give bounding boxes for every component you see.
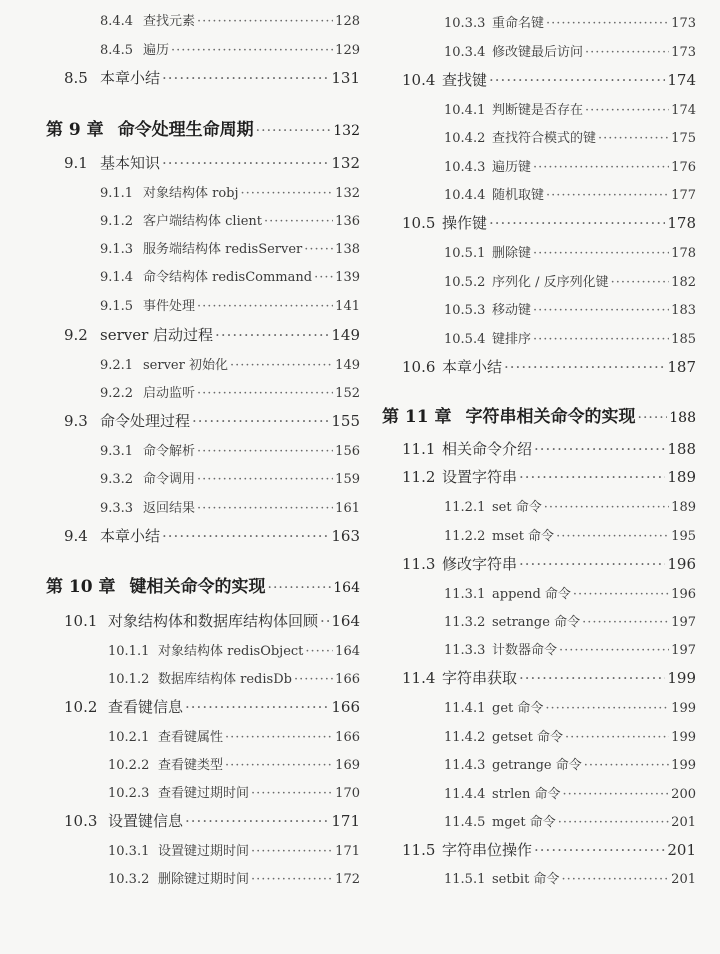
section-number: 11.3.3 xyxy=(444,643,486,658)
page-number: 159 xyxy=(335,472,360,487)
section-number: 11.3.2 xyxy=(444,615,486,630)
section-title: 对象结构体 robj xyxy=(143,186,239,201)
page-number: 169 xyxy=(335,758,360,773)
section-number: 9.1.2 xyxy=(100,214,134,229)
section-number: 9.2 xyxy=(64,326,88,344)
section-number: 10.5.1 xyxy=(444,246,486,261)
toc-entry[interactable] xyxy=(382,639,720,658)
section-title: 修改键最后访问 xyxy=(492,45,584,60)
leader-dots xyxy=(251,872,333,887)
page-number: 132 xyxy=(333,123,360,139)
section-title: getrange 命令 xyxy=(492,758,582,773)
toc-chapter-entry[interactable] xyxy=(0,115,360,140)
section-number: 11.2.2 xyxy=(444,529,486,544)
toc-entry[interactable] xyxy=(382,525,720,544)
section-number: 11.4.3 xyxy=(444,758,486,773)
page-number: 128 xyxy=(335,14,360,29)
page-number: 189 xyxy=(667,468,696,486)
toc-entry[interactable] xyxy=(0,39,360,58)
page-number: 199 xyxy=(667,669,696,687)
section-number: 10.3 xyxy=(64,812,98,830)
toc-entry[interactable] xyxy=(382,811,720,830)
toc-entry[interactable] xyxy=(382,783,720,802)
leader-dots xyxy=(162,154,329,172)
leader-dots xyxy=(268,580,332,596)
chapter-number: 第 10 章 xyxy=(46,577,116,597)
leader-dots xyxy=(197,386,333,401)
page-number: 201 xyxy=(671,815,696,830)
toc-entry[interactable] xyxy=(0,468,360,487)
chapter-number: 第 9 章 xyxy=(46,120,104,140)
section-title: set 命令 xyxy=(492,500,542,515)
section-title: 客户端结构体 client xyxy=(143,214,263,229)
section-number: 10.2.3 xyxy=(108,786,150,801)
toc-entry[interactable] xyxy=(382,271,720,290)
section-title: 键排序 xyxy=(492,332,532,347)
leader-dots xyxy=(225,730,333,745)
section-title: 本章小结 xyxy=(100,527,161,545)
section-title: 事件处理 xyxy=(143,299,196,314)
page-number: 152 xyxy=(335,386,360,401)
toc-entry[interactable] xyxy=(0,295,360,314)
page-number: 139 xyxy=(335,270,360,285)
section-number: 9.1.4 xyxy=(100,270,134,285)
page-number: 188 xyxy=(667,440,696,458)
leader-dots xyxy=(264,214,333,229)
page-number: 129 xyxy=(335,43,360,58)
page-number: 163 xyxy=(331,527,360,545)
section-title: 随机取键 xyxy=(492,188,545,203)
leader-dots xyxy=(562,787,669,802)
page-number: 170 xyxy=(335,786,360,801)
leader-dots xyxy=(585,45,669,60)
toc-entry[interactable] xyxy=(0,782,360,801)
section-number: 8.4.4 xyxy=(100,14,134,29)
leader-dots xyxy=(534,440,665,458)
leader-dots xyxy=(197,444,333,459)
toc-entry[interactable] xyxy=(0,382,360,401)
section-number: 11.3.1 xyxy=(444,587,486,602)
section-number: 11.5 xyxy=(402,841,436,859)
leader-dots xyxy=(225,758,333,773)
leader-dots xyxy=(230,358,333,373)
toc-entry[interactable] xyxy=(0,67,360,88)
section-number: 10.2.2 xyxy=(108,758,150,773)
section-title: 设置键过期时间 xyxy=(158,844,250,859)
leader-dots xyxy=(598,131,669,146)
section-number: 11.4 xyxy=(402,669,436,687)
section-title: 查看键过期时间 xyxy=(158,786,250,801)
section-title: 对象结构体和数据库结构体回顾 xyxy=(108,612,319,630)
page-number: 197 xyxy=(671,615,696,630)
toc-entry[interactable] xyxy=(0,410,360,431)
section-title: getset 命令 xyxy=(492,730,563,745)
section-number: 11.4.2 xyxy=(444,730,486,745)
section-number: 10.1.2 xyxy=(108,672,150,687)
section-number: 10.1.1 xyxy=(108,644,150,659)
section-title: append 命令 xyxy=(492,587,571,602)
toc-entry[interactable] xyxy=(382,328,720,347)
section-number: 10.5.3 xyxy=(444,303,486,318)
section-number: 11.2 xyxy=(402,468,436,486)
section-title: 计数器命令 xyxy=(492,643,558,658)
leader-dots xyxy=(162,69,329,87)
page-number: 155 xyxy=(331,412,360,430)
toc-entry[interactable] xyxy=(0,810,360,831)
toc-entry[interactable] xyxy=(0,354,360,373)
section-number: 10.4.2 xyxy=(444,131,486,146)
page-number: 174 xyxy=(671,103,696,118)
toc-entry[interactable] xyxy=(0,610,360,631)
toc-entry[interactable] xyxy=(382,99,720,118)
page-number: 166 xyxy=(335,672,360,687)
section-number: 10.5.4 xyxy=(444,332,486,347)
section-title: 命令调用 xyxy=(143,472,196,487)
leader-dots xyxy=(556,529,669,544)
page-number: 132 xyxy=(335,186,360,201)
chapter-title: 字符串相关命令的实现 xyxy=(465,407,636,427)
page-number: 177 xyxy=(671,188,696,203)
page-number: 131 xyxy=(331,69,360,87)
leader-dots xyxy=(185,698,329,716)
leader-dots xyxy=(197,501,333,516)
section-title: 本章小结 xyxy=(100,69,161,87)
leader-dots xyxy=(533,332,669,347)
section-number: 10.4.1 xyxy=(444,103,486,118)
chapter-title: 命令处理生命周期 xyxy=(117,120,254,140)
page-number: 166 xyxy=(335,730,360,745)
toc-entry[interactable] xyxy=(0,440,360,459)
section-title: 数据库结构体 redisDb xyxy=(158,672,292,687)
section-number: 9.1 xyxy=(64,154,88,172)
toc-entry[interactable] xyxy=(382,156,720,175)
toc-entry[interactable] xyxy=(382,127,720,146)
section-title: 本章小结 xyxy=(442,358,503,376)
page-number: 199 xyxy=(671,758,696,773)
section-number: 10.2 xyxy=(64,698,98,716)
section-number: 10.5 xyxy=(402,214,436,232)
page-number: 171 xyxy=(335,844,360,859)
section-number: 10.1 xyxy=(64,612,98,630)
leader-dots xyxy=(489,214,665,232)
toc-entry[interactable] xyxy=(382,299,720,318)
section-title: 查看键信息 xyxy=(108,698,184,716)
page-number: 149 xyxy=(335,358,360,373)
page-number: 164 xyxy=(331,612,360,630)
leader-dots xyxy=(215,326,329,344)
page-number: 138 xyxy=(335,242,360,257)
section-title: 操作键 xyxy=(442,214,488,232)
section-number: 10.3.4 xyxy=(444,45,486,60)
section-title: 查找符合模式的键 xyxy=(492,131,597,146)
toc-entry[interactable] xyxy=(382,868,720,887)
section-title: server 启动过程 xyxy=(100,326,214,344)
page-number: 149 xyxy=(331,326,360,344)
section-number: 10.3.3 xyxy=(444,16,486,31)
page-number: 196 xyxy=(671,587,696,602)
leader-dots xyxy=(519,669,665,687)
section-title: 删除键 xyxy=(492,246,532,261)
section-number: 9.3.2 xyxy=(100,472,134,487)
toc-entry[interactable] xyxy=(382,583,720,602)
toc-entry[interactable] xyxy=(0,640,360,659)
toc-entry[interactable] xyxy=(382,212,720,233)
leader-dots xyxy=(544,500,669,515)
page-number: 188 xyxy=(669,410,696,426)
section-number: 9.4 xyxy=(64,527,88,545)
toc-entry[interactable] xyxy=(382,726,720,745)
section-title: 设置键信息 xyxy=(108,812,184,830)
section-number: 10.3.2 xyxy=(108,872,150,887)
toc-entry[interactable] xyxy=(0,210,360,229)
toc-entry[interactable] xyxy=(0,868,360,887)
page-number: 187 xyxy=(667,358,696,376)
leader-dots xyxy=(545,701,669,716)
section-title: mget 命令 xyxy=(492,815,556,830)
leader-dots xyxy=(534,841,665,859)
page-number: 201 xyxy=(671,872,696,887)
toc-entry[interactable] xyxy=(382,184,720,203)
toc-entry[interactable] xyxy=(382,242,720,261)
toc-entry[interactable] xyxy=(0,10,360,29)
page-number: 156 xyxy=(335,444,360,459)
page-number: 175 xyxy=(671,131,696,146)
leader-dots xyxy=(559,643,669,658)
page-number: 173 xyxy=(671,16,696,31)
toc-entry[interactable] xyxy=(0,152,360,173)
toc-entry[interactable] xyxy=(382,697,720,716)
section-number: 11.4.5 xyxy=(444,815,486,830)
leader-dots xyxy=(197,299,333,314)
page-number: 172 xyxy=(335,872,360,887)
section-number: 10.4.4 xyxy=(444,188,486,203)
leader-dots xyxy=(294,672,333,687)
leader-dots xyxy=(533,160,669,175)
leader-dots xyxy=(256,123,332,139)
leader-dots xyxy=(519,555,665,573)
page-number: 189 xyxy=(671,500,696,515)
leader-dots xyxy=(241,186,334,201)
toc-entry[interactable] xyxy=(382,356,720,377)
section-number: 11.4.4 xyxy=(444,787,486,802)
section-number: 9.1.1 xyxy=(100,186,134,201)
section-number: 11.5.1 xyxy=(444,872,486,887)
toc-chapter-entry[interactable] xyxy=(0,572,360,597)
section-title: 命令结构体 redisCommand xyxy=(143,270,313,285)
page-number: 185 xyxy=(671,332,696,347)
leader-dots xyxy=(519,468,665,486)
leader-dots xyxy=(251,786,333,801)
leader-dots xyxy=(197,472,333,487)
leader-dots xyxy=(638,410,668,426)
section-title: 查看键类型 xyxy=(158,758,224,773)
leader-dots xyxy=(585,103,669,118)
section-number: 9.1.3 xyxy=(100,242,134,257)
leader-dots xyxy=(304,242,333,257)
section-title: 查找键 xyxy=(442,71,488,89)
page-number: 195 xyxy=(671,529,696,544)
section-number: 10.3.1 xyxy=(108,844,150,859)
section-title: 基本知识 xyxy=(100,154,161,172)
page-number: 171 xyxy=(331,812,360,830)
leader-dots xyxy=(251,844,333,859)
page-number: 197 xyxy=(671,643,696,658)
leader-dots xyxy=(162,527,329,545)
section-number: 10.6 xyxy=(402,358,436,376)
leader-dots xyxy=(320,612,329,630)
section-title: 遍历键 xyxy=(492,160,532,175)
section-number: 9.2.1 xyxy=(100,358,134,373)
leader-dots xyxy=(185,812,329,830)
toc-entry[interactable] xyxy=(382,611,720,630)
section-number: 10.4.3 xyxy=(444,160,486,175)
toc-entry[interactable] xyxy=(0,696,360,717)
section-number: 11.1 xyxy=(402,440,436,458)
section-title: 删除键过期时间 xyxy=(158,872,250,887)
page-number: 201 xyxy=(667,841,696,859)
chapter-number: 第 11 章 xyxy=(382,407,452,427)
toc-entry[interactable] xyxy=(0,497,360,516)
section-title: 查看键属性 xyxy=(158,730,224,745)
section-number: 11.2.1 xyxy=(444,500,486,515)
page-number: 132 xyxy=(331,154,360,172)
leader-dots xyxy=(533,303,669,318)
page-number: 164 xyxy=(335,644,360,659)
page-number: 174 xyxy=(667,71,696,89)
leader-dots xyxy=(582,615,669,630)
leader-dots xyxy=(565,730,669,745)
toc-entry[interactable] xyxy=(382,41,720,60)
page-number: 173 xyxy=(671,45,696,60)
section-number: 9.3 xyxy=(64,412,88,430)
toc-entry[interactable] xyxy=(0,525,360,546)
section-number: 8.4.5 xyxy=(100,43,134,58)
page-number: 161 xyxy=(335,501,360,516)
page-number: 178 xyxy=(671,246,696,261)
toc-entry[interactable] xyxy=(382,12,720,31)
toc-entry[interactable] xyxy=(382,754,720,773)
section-title: 命令处理过程 xyxy=(100,412,191,430)
toc-entry[interactable] xyxy=(0,182,360,201)
toc-entry[interactable] xyxy=(382,496,720,515)
page-number: 183 xyxy=(671,303,696,318)
section-title: 查找元素 xyxy=(143,14,196,29)
leader-dots xyxy=(504,358,665,376)
section-number: 10.4 xyxy=(402,71,436,89)
section-title: 返回结果 xyxy=(143,501,196,516)
section-title: strlen 命令 xyxy=(492,787,561,802)
leader-dots xyxy=(192,412,329,430)
leader-dots xyxy=(584,758,669,773)
toc-entry[interactable] xyxy=(0,324,360,345)
section-title: 重命名键 xyxy=(492,16,545,31)
section-title: 修改字符串 xyxy=(442,555,518,573)
section-title: 字符串位操作 xyxy=(442,841,533,859)
toc-entry[interactable] xyxy=(0,726,360,745)
page-number: 141 xyxy=(335,299,360,314)
section-title: 序列化 / 反序列化键 xyxy=(492,275,609,290)
section-number: 9.1.5 xyxy=(100,299,134,314)
toc-entry[interactable] xyxy=(0,668,360,687)
section-title: 移动键 xyxy=(492,303,532,318)
section-number: 11.4.1 xyxy=(444,701,486,716)
section-title: server 初始化 xyxy=(143,358,228,373)
page-number: 196 xyxy=(667,555,696,573)
leader-dots xyxy=(561,872,669,887)
section-title: 命令解析 xyxy=(143,444,196,459)
section-title: setrange 命令 xyxy=(492,615,581,630)
section-title: 遍历 xyxy=(143,43,170,58)
section-number: 11.3 xyxy=(402,555,436,573)
section-title: 设置字符串 xyxy=(442,468,518,486)
leader-dots xyxy=(533,246,669,261)
page-number: 164 xyxy=(333,580,360,596)
toc-entry[interactable] xyxy=(382,69,720,90)
leader-dots xyxy=(546,188,669,203)
leader-dots xyxy=(489,71,665,89)
section-number: 8.5 xyxy=(64,69,88,87)
section-number: 9.2.2 xyxy=(100,386,134,401)
page-number: 182 xyxy=(671,275,696,290)
page-number: 166 xyxy=(331,698,360,716)
page-number: 199 xyxy=(671,730,696,745)
leader-dots xyxy=(314,270,333,285)
toc-entry[interactable] xyxy=(382,667,720,688)
page-number: 200 xyxy=(671,787,696,802)
section-title: 对象结构体 redisObject xyxy=(158,644,304,659)
toc-chapter-entry[interactable] xyxy=(382,402,720,427)
leader-dots xyxy=(546,16,669,31)
chapter-title: 键相关命令的实现 xyxy=(129,577,266,597)
page-number: 136 xyxy=(335,214,360,229)
leader-dots xyxy=(558,815,669,830)
toc-entry[interactable] xyxy=(0,266,360,285)
toc-entry[interactable] xyxy=(0,754,360,773)
leader-dots xyxy=(171,43,333,58)
toc-entry[interactable] xyxy=(0,238,360,257)
section-title: 相关命令介绍 xyxy=(442,440,533,458)
section-title: 判断键是否存在 xyxy=(492,103,584,118)
leader-dots xyxy=(611,275,670,290)
leader-dots xyxy=(305,644,333,659)
section-title: get 命令 xyxy=(492,701,544,716)
toc-entry[interactable] xyxy=(382,438,720,459)
toc-entry[interactable] xyxy=(382,553,720,574)
toc-entry[interactable] xyxy=(382,839,720,860)
section-title: mset 命令 xyxy=(492,529,555,544)
toc-entry[interactable] xyxy=(0,840,360,859)
section-number: 10.2.1 xyxy=(108,730,150,745)
section-number: 9.3.3 xyxy=(100,501,134,516)
toc-entry[interactable] xyxy=(382,466,720,487)
page-number: 199 xyxy=(671,701,696,716)
page-number: 176 xyxy=(671,160,696,175)
leader-dots xyxy=(573,587,669,602)
page-number: 178 xyxy=(667,214,696,232)
section-number: 10.5.2 xyxy=(444,275,486,290)
section-title: setbit 命令 xyxy=(492,872,560,887)
leader-dots xyxy=(197,14,333,29)
section-number: 9.3.1 xyxy=(100,444,134,459)
section-title: 服务端结构体 redisServer xyxy=(143,242,303,257)
section-title: 字符串获取 xyxy=(442,669,518,687)
section-title: 启动监听 xyxy=(143,386,196,401)
